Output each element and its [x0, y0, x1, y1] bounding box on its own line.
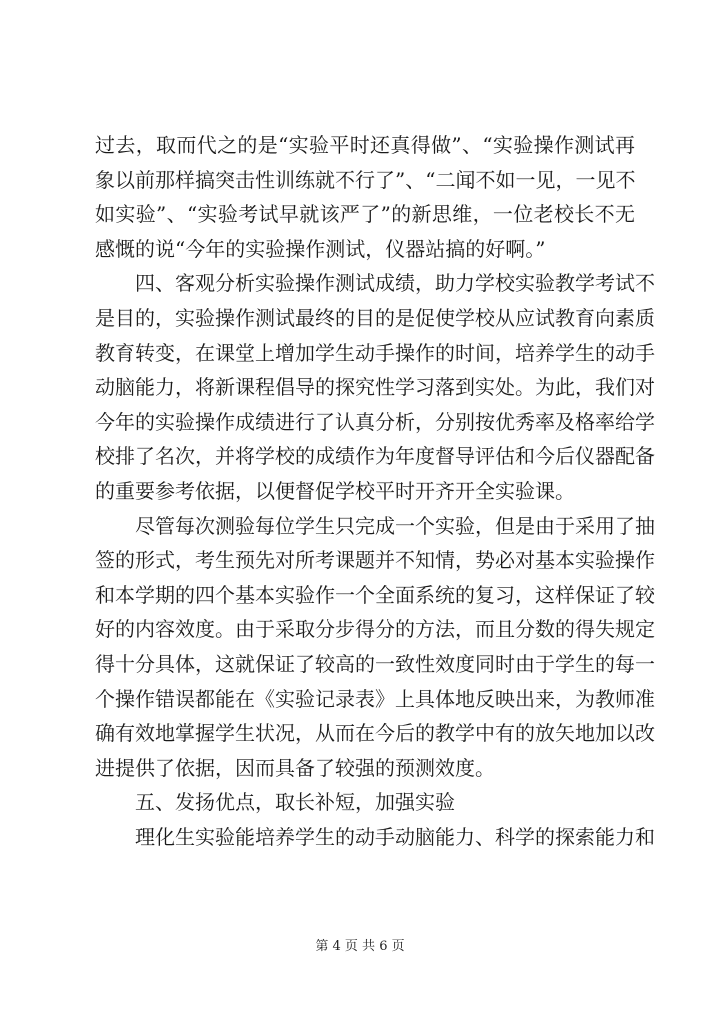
page-footer: 第 4 页 共 6 页 [315, 939, 405, 954]
text-line-6: 是目的，实验操作测试最终的目的是促使学校从应试教育向素质 [95, 306, 655, 330]
text-line-7: 教育转变，在课堂上增加学生动手操作的时间，培养学生的动手 [95, 340, 655, 365]
text-line-1: 过去，取而代之的是“实验平时还真得做”、“实验操作测试再 [95, 133, 635, 157]
text-line-3: 如实验”、“实验考试早就该严了”的新思维，一位老校长不无 [95, 202, 635, 227]
text-line-2: 象以前那样搞突击性训练就不行了”、“二闻不如一见，一见不 [95, 167, 636, 192]
text-line-4: 感慨的说“今年的实验操作测试，仪器站搞的好啊。” [95, 236, 546, 261]
text-line-14: 和本学期的四个基本实验作一个全面系统的复习，这样保证了较 [95, 582, 655, 607]
text-line-21: 理化生实验能培养学生的动手动脑能力、科学的探索能力和 [135, 825, 655, 849]
text-line-11: 的重要参考依据，以便督促学校平时开齐开全实验课。 [95, 479, 575, 503]
text-line-15: 好的内容效度。由于采取分步得分的方法，而且分数的得失规定 [95, 617, 655, 642]
section-heading-5: 五、发扬优点，取长补短，加强实验 [135, 790, 455, 815]
text-line-16: 得十分具体，这就保证了较高的一致性效度同时由于学生的每一 [95, 652, 655, 676]
text-line-9: 今年的实验操作成绩进行了认真分析，分别按优秀率及格率给学 [95, 409, 655, 434]
text-line-12: 尽管每次测验每位学生只完成一个实验，但是由于采用了抽 [135, 513, 655, 538]
text-line-13: 签的形式，考生预先对所考课题并不知情，势必对基本实验操作 [95, 548, 655, 573]
text-line-10: 校排了名次，并将学校的成绩作为年度督导评估和今后仪器配备 [95, 444, 655, 469]
text-line-17: 个操作错误都能在《实验记录表》上具体地反映出来，为教师准 [95, 686, 655, 711]
text-line-18: 确有效地掌握学生状况，从而在今后的教学中有的放矢地加以改 [95, 721, 655, 746]
text-line-19: 进提供了依据，因而具备了较强的预测效度。 [95, 755, 495, 780]
text-line-8: 动脑能力，将新课程倡导的探究性学习落到实处。为此，我们对 [95, 375, 655, 400]
text-line-5: 四、客观分析实验操作测试成绩，助力学校实验教学考试不 [135, 271, 655, 296]
